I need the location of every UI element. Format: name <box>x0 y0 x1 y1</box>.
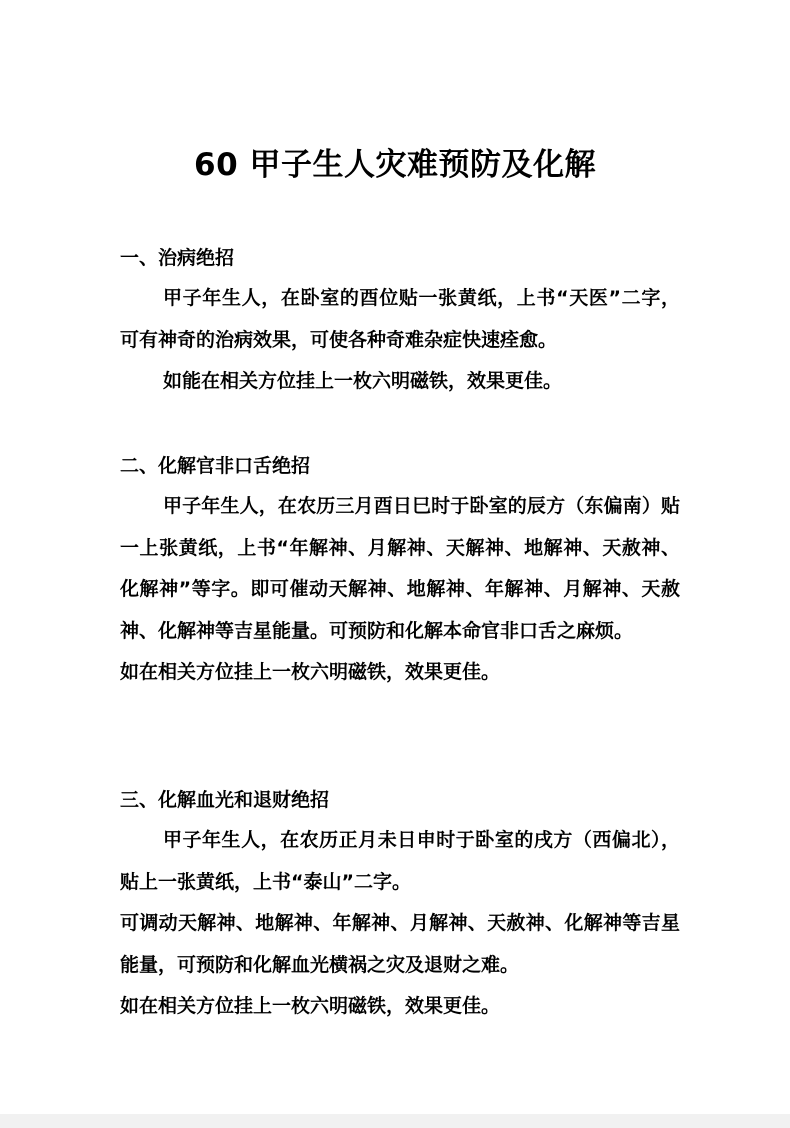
section-paragraph: 甲子年生人，在农历三月酉日巳时于卧室的辰方（东偏南）贴一上张黄纸，上书“年解神、月解神、天解神、地解神、天赦神、化解神”等字。即可催动天解神、地解神、年解神、月解神、天赦神、化解神等吉星能量。可预防和化解本命官非口舌之麻烦。 <box>120 495 680 642</box>
section-lawsuit-remedy <box>120 446 680 694</box>
section-paragraph: 如在相关方位挂上一枚六明磁铁，效果更佳。 <box>120 661 501 683</box>
section-heading: 三、化解血光和退财绝招 <box>120 789 330 811</box>
section-heading: 一、治病绝招 <box>120 247 235 269</box>
section-paragraph: 如在相关方位挂上一枚六明磁铁，效果更佳。 <box>120 995 501 1017</box>
section-paragraph: 甲子年生人，在卧室的酉位贴一张黄纸，上书“天医”二字，可有神奇的治病效果，可使各种奇难杂症快速痊愈。 <box>120 287 680 351</box>
document-title: 60 甲子生人灾难预防及化解 <box>194 147 596 183</box>
section-heading: 二、化解官非口舌绝招 <box>120 455 311 477</box>
page-bottom-edge <box>0 1114 790 1128</box>
section-bloodshed-remedy <box>120 780 680 1028</box>
section-paragraph: 甲子年生人，在农历正月未日申时于卧室的戌方（西偏北），贴上一张黄纸，上书“泰山”二字。 <box>120 829 680 893</box>
section-treatment <box>120 238 680 403</box>
section-paragraph: 如能在相关方位挂上一枚六明磁铁，效果更佳。 <box>163 370 563 392</box>
section-paragraph: 可调动天解神、地解神、年解神、月解神、天赦神、化解神等吉星能量，可预防和化解血光横祸之灾及退财之难。 <box>120 912 680 976</box>
